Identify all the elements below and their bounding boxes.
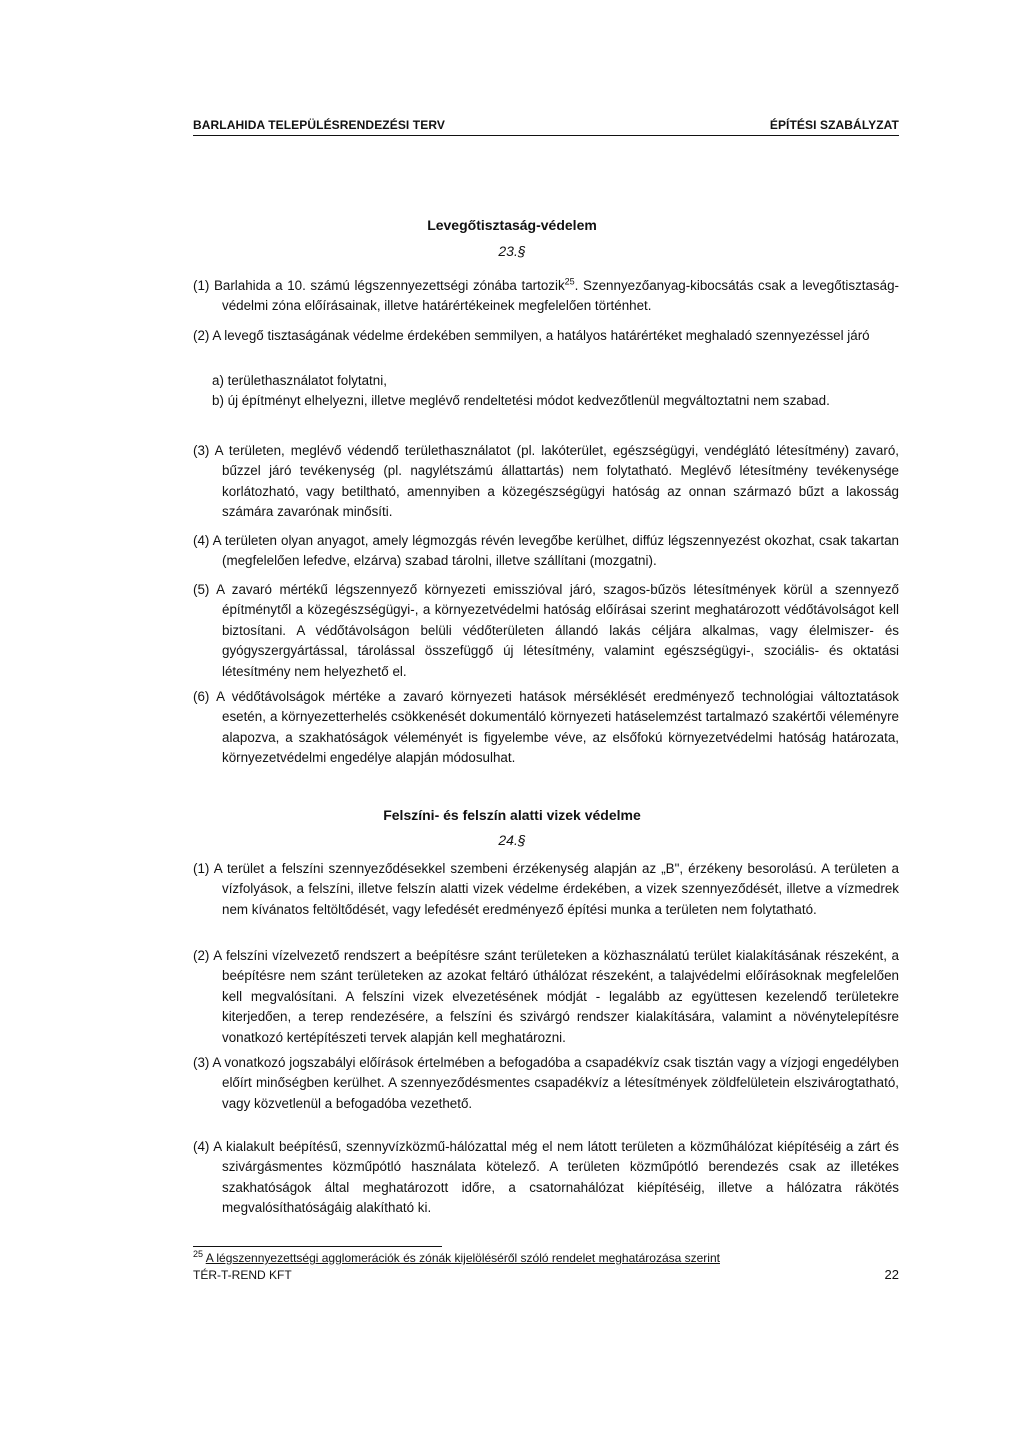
- header-plan-title: BARLAHIDA TELEPÜLÉSRENDEZÉSI TERV: [193, 118, 445, 132]
- section-title-air-quality: Levegőtisztaság-védelem: [427, 217, 597, 233]
- paragraph-23-5: (5) A zavaró mértékű légszennyező környezeti emisszióval járó, szagos-bűzös létesítmények körül a szennyező építménytől a közegészségügyi-, a környezetvédelmi hatóság előírásai szerint meghatározott védőtávolságot kell biztosítani. A védőtávolságon belüli védőterületen állandó lakás céljára alkalmas, vagy élelmiszer- és gyógyszergyártással, tárolással összefüggő új létesítmény, valamint egészségügyi-, szociális- és oktatási létesítmény nem helyezhető el.: [193, 582, 899, 679]
- footnote-divider: [193, 1246, 442, 1247]
- footer-company: TÉR-T-REND KFT: [193, 1268, 292, 1282]
- paragraph-23-2-b: b) új építményt elhelyezni, illetve meglévő rendeltetési módot kedvezőtlenül megváltoztatni nem szabad.: [212, 393, 830, 408]
- paragraph-24-3: (3) A vonatkozó jogszabályi előírások értelmében a befogadóba a csapadékvíz csak tisztán vagy a vízjogi engedélyben előírt minőségben kerülhet. A szennyeződésmentes csapadékvíz a létesítmények zöldfelületein elszivárogtatható, vagy közvetlenül a befogadóba vezethető.: [193, 1055, 899, 1111]
- footnote-reference: 25: [564, 276, 575, 287]
- section-number-24: 24.§: [498, 832, 526, 848]
- section-title-water-protection: Felszíni- és felszín alatti vizek védelme: [383, 807, 641, 823]
- paragraph-24-2: (2) A felszíni vízelvezető rendszert a beépítésre szánt területeken a közhasználatú terület kialakításának részeként, a beépítésre nem szánt területeken az azokat feltáró úthálózat részeként, a talajvédelmi előírásoknak megfelelően kell megvalósítani. A felszíni vizek elvezetésének módját - legalább az együttesen kezelendő területekre kiterjedően, a terep rendezésére, a felszíni és szivárgó rendszer kialakítására, valamint a növénytelepítésre vonatkozó kertépítészeti tervek alapján kell meghatározni.: [193, 948, 899, 1045]
- paragraph-23-2-a: a) területhasználatot folytatni,: [212, 373, 387, 388]
- section-number-23: 23.§: [498, 243, 526, 259]
- paragraph-23-2-intro: (2) A levegő tisztaságának védelme érdekében semmilyen, a hatályos határértéket meghaladó szennyezéssel járó: [193, 328, 870, 343]
- paragraph-23-1: (1) Barlahida a 10. számú légszennyezettségi zónába tartozik$^{25}$. Szennyezőanyag-kibocsátás csak a levegőtisztaság-védelmi zóna előírásainak, illetve határértékeinek megfelelően történhet.: [193, 276, 899, 314]
- paragraph-23-4: (4) A területen olyan anyagot, amely légmozgás révén levegőbe kerülhet, diffúz légszennyezést okozhat, csak takartan (megfelelően lefedve, elzárva) szabad tárolni, illetve szállítani (mozgatni).: [193, 533, 899, 569]
- paragraph-23-6: (6) A védőtávolságok mértéke a zavaró környezeti hatások mérséklését eredményező technológiai változtatások esetén, a környezetterhelés csökkenését dokumentáló környezeti hatáselemzést tartalmazó szakértői véleményre alapozva, a szakhatóságok véleményét is figyelembe véve, az elsőfokú környezetvédelmi hatóság határozata, környezetvédelmi engedélye alapján módosulhat.: [193, 689, 899, 766]
- footnote: [193, 1251, 899, 1265]
- paragraph-24-4: (4) A kialakult beépítésű, szennyvízközmű-hálózattal még el nem látott területen a közműhálózat kiépítéséig a zárt és szivárgásmentes közműpótló használata kötelező. A területen közműpótló berendezés csak az illetékes szakhatóságok által meghatározott időre, a csatornahálózat kiépítéséig, illetve a hálózatra rákötés megvalósíthatóságáig alakítható ki.: [193, 1139, 899, 1216]
- page-header: [193, 118, 899, 132]
- page-footer: [193, 1267, 899, 1283]
- footnote-text: A légszennyezettségi agglomerációk és zónák kijelöléséről szóló rendelet meghatározása szerint: [205, 1251, 720, 1265]
- footnote-marker: 25: [193, 1249, 204, 1259]
- header-section-title: ÉPÍTÉSI SZABÁLYZAT: [769, 118, 899, 132]
- paragraph-23-3: (3) A területen, meglévő védendő területhasználatot (pl. lakóterület, egészségügyi, vendéglátó létesítmény) zavaró, bűzzel járó tevékenység (pl. nagylétszámú állattartás) nem folytatható. Meglévő létesítmény tevékenysége korlátozható, vagy betiltható, amennyiben a közegészségügyi hatóság az onnan származó bűzt a lakosság számára zavarónak minősíti.: [193, 443, 899, 520]
- paragraph-24-1: (1) A terület a felszíni szennyeződésekkel szembeni érzékenység alapján az „B", érzékeny besorolású. A területen a vízfolyások, a felszíni, illetve felszín alatti vizek védelme érdekében, a vizek szennyeződését, illetve a vízmedrek nem kívánatos feltöltődését, vagy lefedését eredményező építési munka a területen nem folytatható.: [193, 861, 899, 917]
- header-divider: [193, 135, 899, 136]
- page-number: 22: [884, 1267, 899, 1282]
